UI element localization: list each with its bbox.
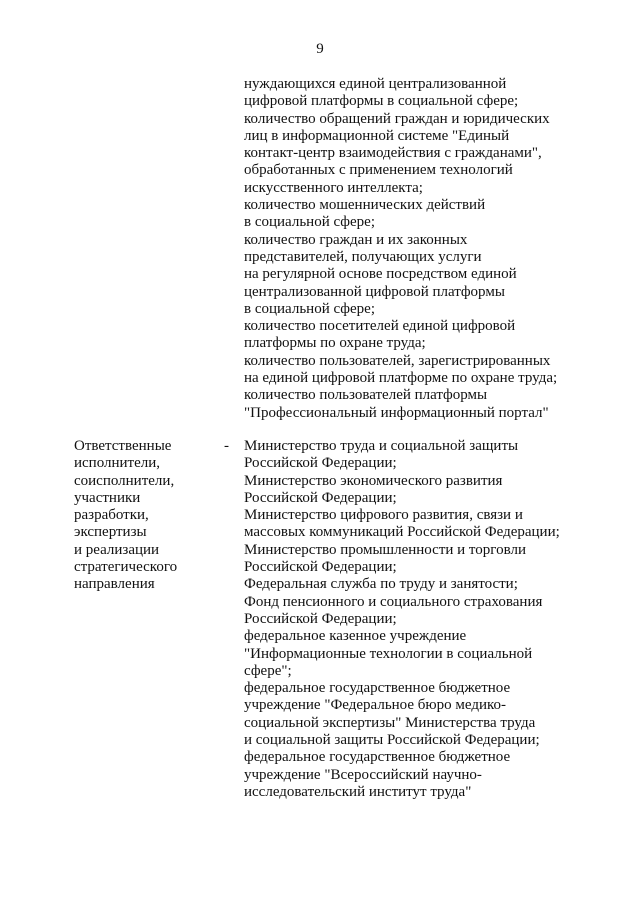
text-line: искусственного интеллекта; bbox=[244, 179, 423, 196]
text-line: количество посетителей единой цифровой bbox=[244, 318, 516, 335]
separator-dash: - bbox=[224, 438, 229, 454]
text-line: количество обращений граждан и юридических bbox=[244, 110, 550, 127]
text-line: "Профессиональный информационный портал" bbox=[244, 404, 549, 421]
responsible-list bbox=[244, 438, 634, 801]
indicators-continued bbox=[244, 76, 624, 422]
text-line: федеральное государственное бюджетное bbox=[244, 680, 511, 697]
text-line: "Информационные технологии в социальной bbox=[244, 645, 533, 662]
text-line: в социальной сфере; bbox=[244, 300, 376, 317]
label-line: Ответственные bbox=[74, 438, 172, 454]
text-line: Министерство экономического развития bbox=[244, 472, 503, 489]
text-line: Российской Федерации; bbox=[244, 610, 397, 627]
responsible-label bbox=[74, 438, 214, 594]
text-line: и социальной защиты Российской Федерации; bbox=[244, 732, 540, 749]
text-line: Российской Федерации; bbox=[244, 559, 397, 576]
text-line: платформы по охране труда; bbox=[244, 335, 426, 352]
text-line: количество граждан и их законных bbox=[244, 231, 468, 248]
text-line: учреждение "Всероссийский научно- bbox=[244, 766, 482, 783]
label-line: направления bbox=[74, 576, 155, 593]
text-line: на единой цифровой платформе по охране труда; bbox=[244, 370, 558, 387]
page-number: 9 bbox=[316, 41, 324, 57]
label-line: и реализации bbox=[74, 541, 160, 558]
text-line: федеральное казенное учреждение bbox=[244, 628, 467, 645]
label-line: разработки, bbox=[74, 507, 149, 524]
text-line: количество мошеннических действий bbox=[244, 197, 486, 214]
text-line: Министерство труда и социальной защиты bbox=[244, 438, 519, 454]
text-line: на регулярной основе посредством единой bbox=[244, 266, 517, 283]
text-line: Российской Федерации; bbox=[244, 489, 397, 506]
label-line: исполнители, bbox=[74, 455, 161, 472]
text-line: сфере"; bbox=[244, 662, 292, 679]
text-line: представителей, получающих услуги bbox=[244, 248, 482, 265]
text-line: федеральное государственное бюджетное bbox=[244, 749, 511, 766]
text-line: обработанных с применением технологий bbox=[244, 162, 513, 179]
label-line: соисполнители, bbox=[74, 472, 175, 489]
text-line: контакт-центр взаимодействия с гражданами", bbox=[244, 145, 542, 162]
label-line: экспертизы bbox=[74, 524, 147, 541]
label-line: участники bbox=[74, 489, 141, 506]
text-line: исследовательский институт труда" bbox=[244, 783, 472, 800]
text-line: централизованной цифровой платформы bbox=[244, 283, 505, 300]
text-line: лиц в информационной системе "Единый bbox=[244, 127, 510, 144]
text-line: массовых коммуникаций Российской Федерации; bbox=[244, 524, 560, 541]
text-line: количество пользователей платформы bbox=[244, 387, 488, 404]
text-line: количество пользователей, зарегистрированных bbox=[244, 352, 551, 369]
text-line: Российской Федерации; bbox=[244, 455, 397, 472]
text-line: Министерство промышленности и торговли bbox=[244, 541, 526, 558]
text-line: учреждение "Федеральное бюро медико- bbox=[244, 697, 506, 714]
text-line: социальной экспертизы" Министерства труда bbox=[244, 714, 536, 731]
text-line: Министерство цифрового развития, связи и bbox=[244, 507, 523, 524]
text-line: цифровой платформы в социальной сфере; bbox=[244, 93, 519, 110]
label-line: стратегического bbox=[74, 559, 178, 576]
text-line: нуждающихся единой централизованной bbox=[244, 76, 507, 92]
text-line: в социальной сфере; bbox=[244, 214, 376, 231]
text-line: Фонд пенсионного и социального страхования bbox=[244, 593, 543, 610]
text-line: Федеральная служба по труду и занятости; bbox=[244, 576, 518, 593]
